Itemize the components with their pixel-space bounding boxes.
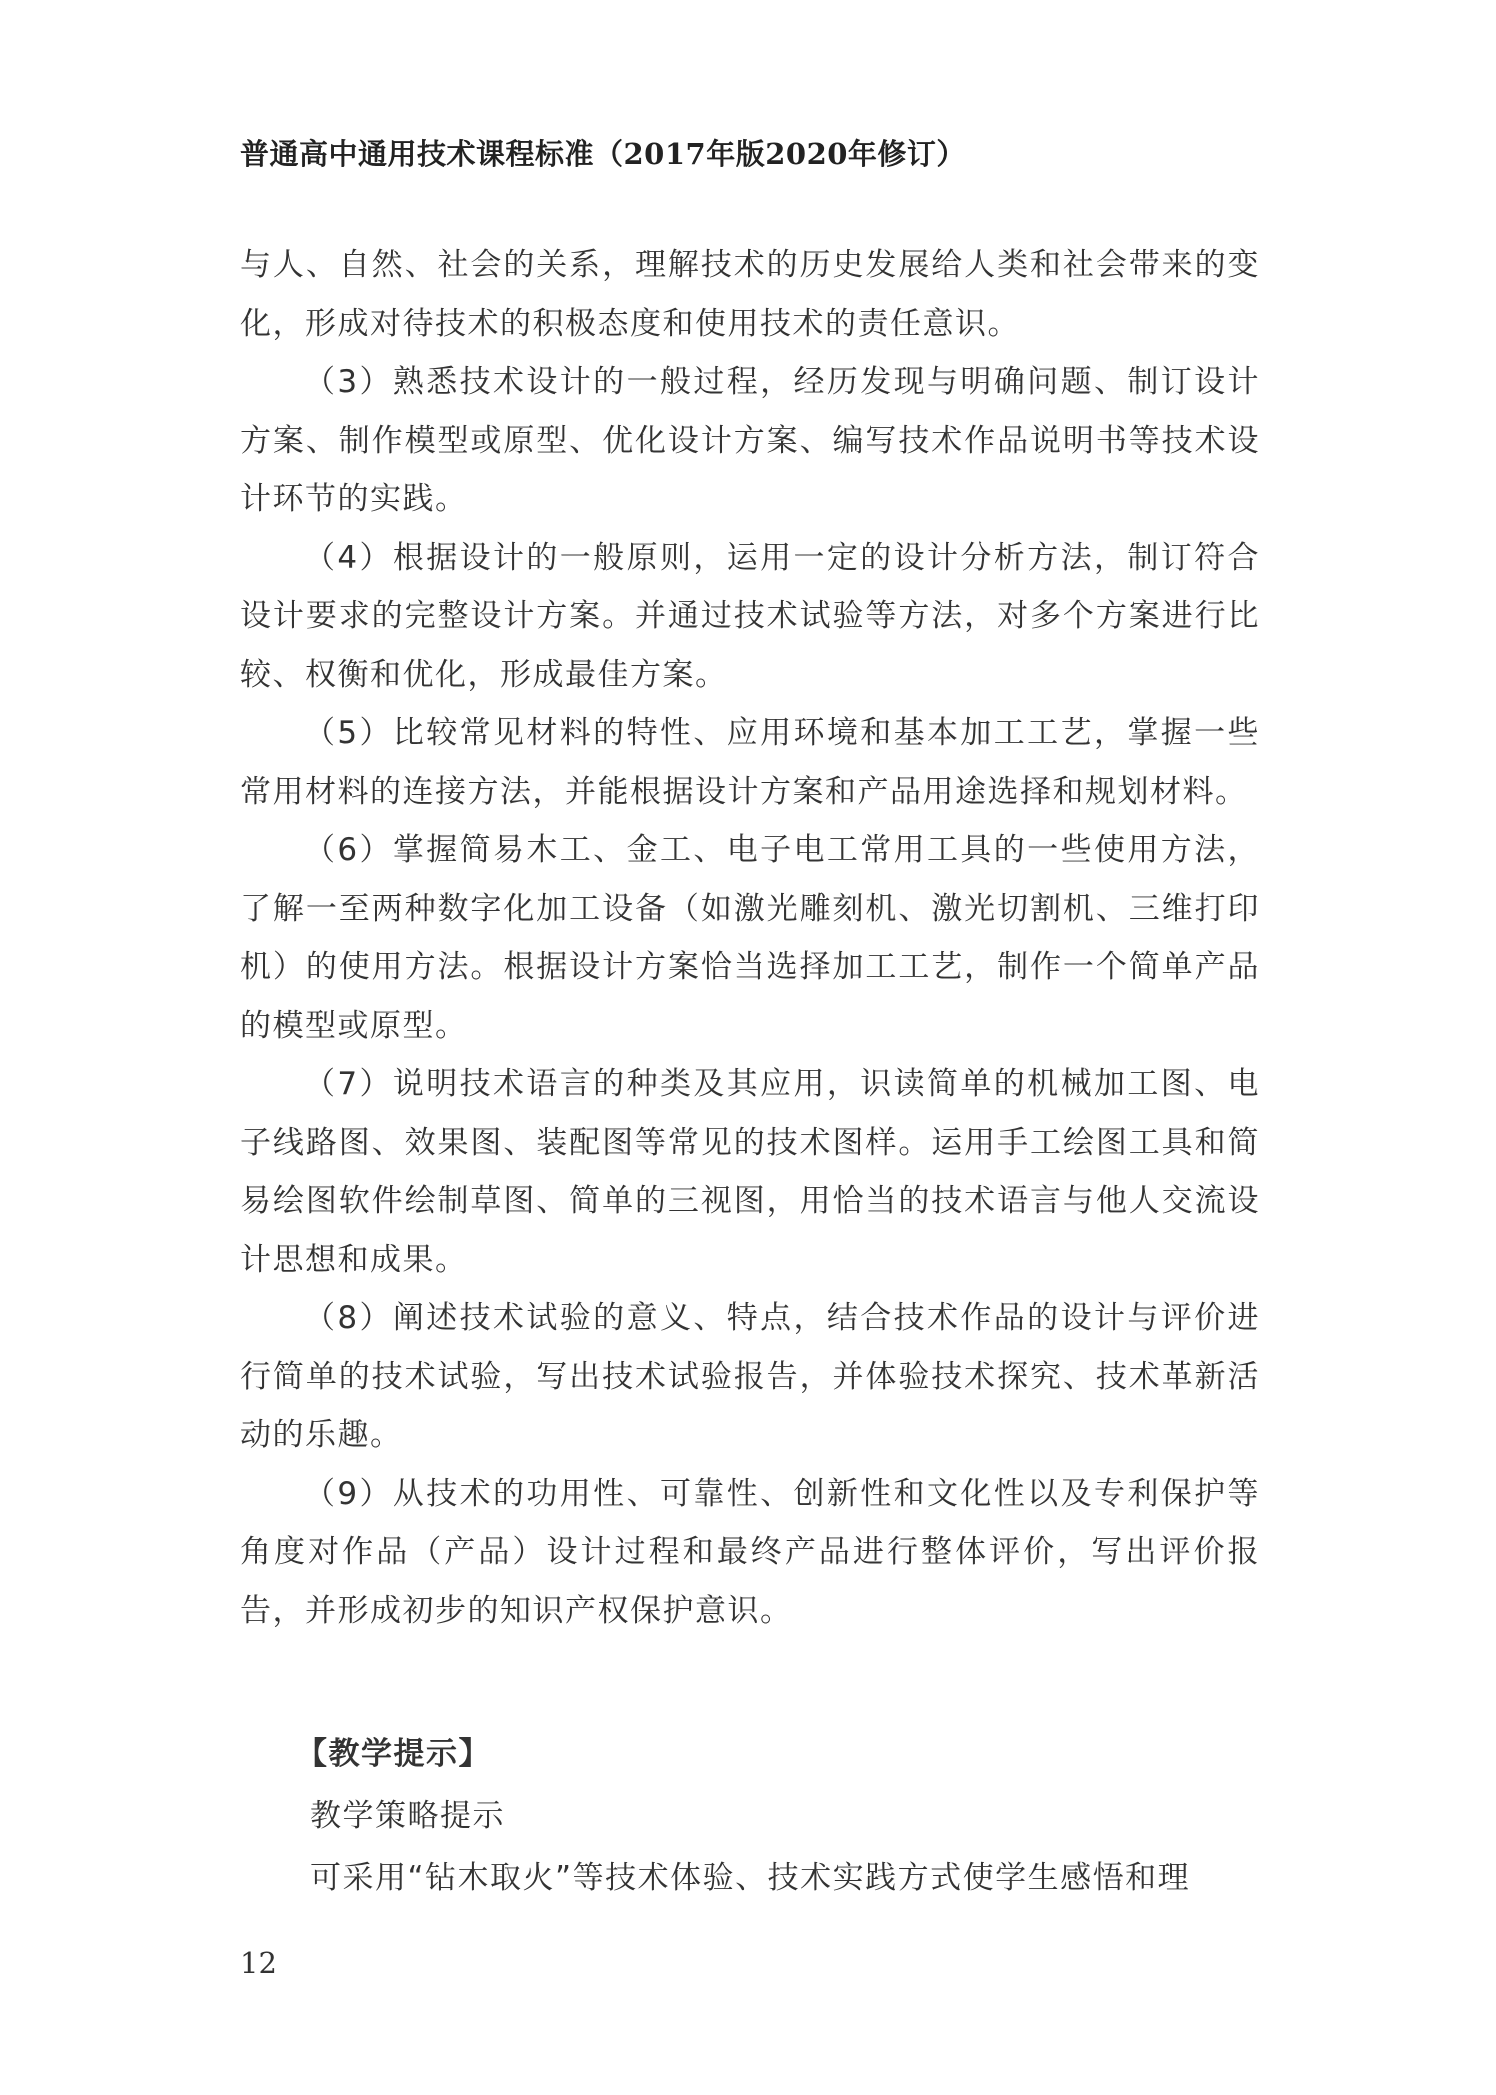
paragraph-item-3: （3）熟悉技术设计的一般过程，经历发现与明确问题、制订设计方案、制作模型或原型、优化设计方案、编写技术作品说明书等技术设计环节的实践。: [240, 364, 1260, 517]
paragraph-item-9: （9）从技术的功用性、可靠性、创新性和文化性以及专利保护等角度对作品（产品）设计过程和最终产品进行整体评价，写出评价报告，并形成初步的知识产权保护意识。: [240, 1475, 1260, 1629]
section-heading: 【教学提示】: [296, 1736, 491, 1772]
paragraph-item-6: （6）掌握简易木工、金工、电子电工常用工具的一些使用方法，了解一至两种数字化加工设备（如激光雕刻机、激光切割机、三维打印机）的使用方法。根据设计方案恰当选择加工工艺，制作一个简单产品的模型或原型。: [240, 832, 1260, 1044]
paragraph-item-8: （8）阐述技术试验的意义、特点，结合技术作品的设计与评价进行简单的技术试验，写出技术试验报告，并体验技术探究、技术革新活动的乐趣。: [240, 1300, 1260, 1453]
page-number: 12: [240, 1946, 277, 1980]
paragraph-continuation: 与人、自然、社会的关系，理解技术的历史发展给人类和社会带来的变化，形成对待技术的积极态度和使用技术的责任意识。: [240, 247, 1260, 342]
section-body-text: 可采用“钻木取火”等技术体验、技术实践方式使学生感悟和理: [310, 1860, 1191, 1896]
paragraph-item-5: （5）比较常见材料的特性、应用环境和基本加工工艺，掌握一些常用材料的连接方法，并能根据设计方案和产品用途选择和规划材料。: [240, 715, 1260, 810]
paragraph-item-7: （7）说明技术语言的种类及其应用，识读简单的机械加工图、电子线路图、效果图、装配图等常见的技术图样。运用手工绘图工具和简易绘图软件绘制草图、简单的三视图，用恰当的技术语言与他人交流设计思想和成果。: [240, 1066, 1260, 1278]
body-text: [240, 236, 1260, 1640]
running-header: 普通高中通用技术课程标准（2017年版2020年修订）: [240, 137, 966, 171]
paragraph-item-4: （4）根据设计的一般原则，运用一定的设计分析方法，制订符合设计要求的完整设计方案。并通过技术试验等方法，对多个方案进行比较、权衡和优化，形成最佳方案。: [240, 539, 1260, 693]
section-subheading: 教学策略提示: [310, 1798, 505, 1834]
